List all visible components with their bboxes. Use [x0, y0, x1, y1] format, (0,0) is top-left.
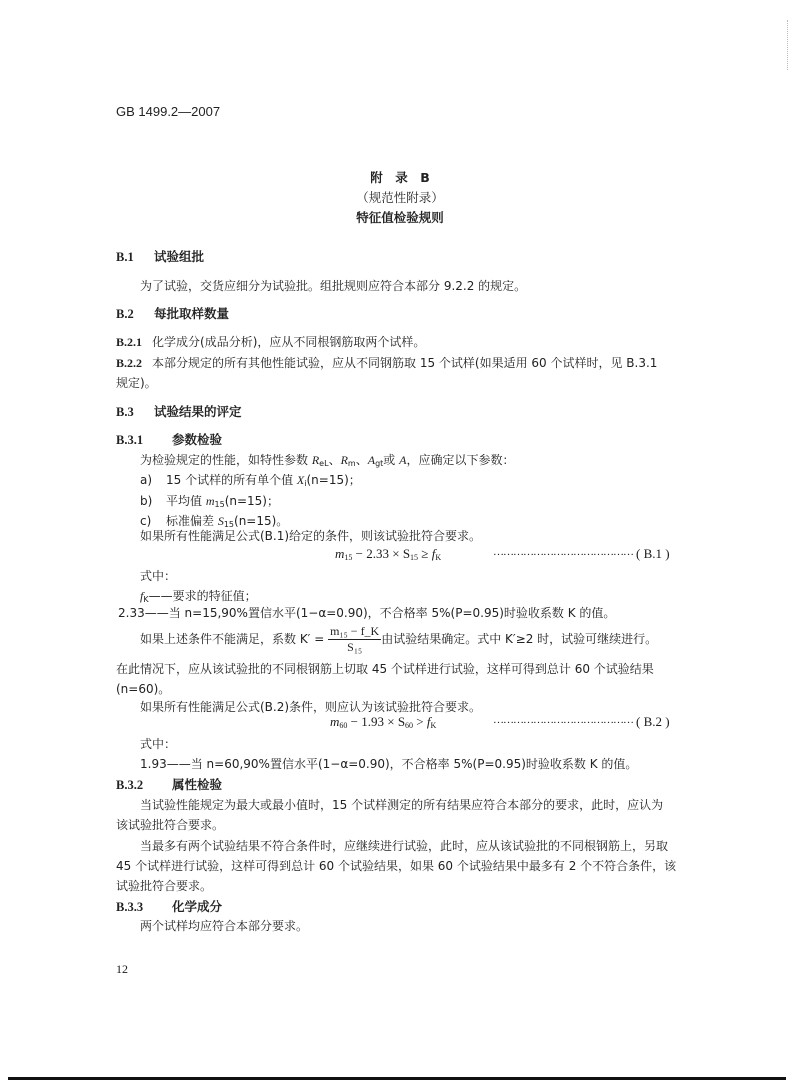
clause-b22	[116, 354, 657, 371]
formula-b1-label: ( B.1 )	[636, 546, 670, 561]
where-label-2: 式中：	[140, 737, 177, 751]
sub: 15	[344, 553, 353, 562]
list-item-a	[140, 471, 361, 488]
sub: K	[143, 595, 149, 604]
def-2-33: 2.33——当 n=15,90%置信水平(1−α=0.90)，不合格率 5%(P=0.95)时验收系数 K 的值。	[118, 606, 616, 620]
b32-p2-line3: 试验批符合要求。	[116, 879, 213, 893]
list-marker: c)	[140, 514, 152, 528]
var: m	[330, 714, 340, 729]
sub: eL	[319, 459, 329, 468]
formula-b1	[335, 546, 441, 562]
clause-number: B.2.2	[116, 356, 143, 370]
text: 由试验结果确定。式中 K′≥2 时，试验可继续进行。	[381, 632, 658, 646]
b33-text: 两个试样均应符合本部分要求。	[140, 919, 309, 933]
sub: K	[435, 553, 442, 562]
text: (n=15)；	[224, 494, 279, 508]
appendix-subtitle: （规范性附录）	[356, 190, 444, 205]
denominator: S₁₅	[347, 640, 363, 654]
text: ，应确定以下参数：	[406, 453, 515, 467]
var: f	[140, 589, 144, 603]
formula-b2	[330, 714, 436, 730]
def-fk	[140, 587, 257, 604]
clause-b21	[116, 333, 425, 350]
section-number: B.2	[116, 307, 134, 321]
standard-number: GB 1499.2—2007	[116, 104, 221, 119]
text: 平均值	[166, 494, 206, 508]
formula-b2-dots: ……………………………………	[493, 714, 633, 726]
var: X	[296, 473, 305, 487]
var: R	[340, 453, 348, 467]
clause-text: 本部分规定的所有其他性能试验，应从不同钢筋取 15 个试样(如果适用 60 个试样时，见 B.3.1	[152, 356, 658, 370]
var: m	[335, 546, 345, 561]
section-title: 每批取样数量	[154, 306, 230, 321]
text: 标准偏差	[166, 514, 218, 528]
clause-text: 化学成分(成品分析)，应从不同根钢筋取两个试样。	[152, 335, 426, 349]
appendix-title: 附 录 B	[370, 170, 430, 185]
k-prime-fraction	[328, 624, 381, 655]
var: R	[311, 453, 320, 467]
text: 、	[328, 453, 341, 467]
clause-b22-cont: 规定)。	[116, 376, 157, 390]
clause-b33-heading	[116, 897, 222, 915]
appendix-name: 特征值检验规则	[356, 210, 444, 225]
sub: 60	[339, 721, 348, 730]
b32-p1-line2: 该试验批符合要求。	[116, 818, 225, 832]
section-title: 试验结果的评定	[154, 404, 242, 419]
sub: 15	[223, 520, 235, 529]
clause-number: B.3.2	[116, 778, 144, 792]
section-b1-heading	[116, 247, 204, 265]
var: S	[217, 514, 224, 528]
def-1-93: 1.93——当 n=60,90%置信水平(1−α=0.90)，不合格率 5%(P=0.95)时验收系数 K 的值。	[140, 757, 638, 771]
b32-p2-line1: 当最多有两个试验结果不符合条件时，应继续进行试验，此时，应从该试验批的不同根钢筋上，另取	[140, 839, 669, 853]
section-b3-heading	[116, 402, 242, 420]
section-b1-text: 为了试验，交货应细分为试验批。组批规则应符合本部分 9.2.2 的规定。	[140, 279, 527, 293]
numerator: m₁₅ − f_K	[330, 624, 380, 638]
clause-b31-heading	[116, 430, 222, 448]
clause-title: 属性检验	[172, 777, 223, 792]
var: A	[399, 453, 407, 467]
clause-number: B.2.1	[116, 335, 143, 349]
var: m	[205, 494, 215, 508]
sub: 15	[214, 500, 225, 509]
k-prime-line	[140, 624, 657, 655]
clause-b32-heading	[116, 775, 222, 793]
where-label-1: 式中：	[140, 569, 177, 583]
op: − 2.33 ×	[352, 546, 403, 561]
sub: 15	[410, 553, 419, 562]
clause-number: B.3.3	[116, 900, 144, 914]
section-number: B.3	[116, 405, 134, 419]
op: >	[413, 714, 427, 729]
var: f	[426, 714, 431, 729]
sub: K	[430, 721, 437, 730]
var: S	[397, 714, 406, 729]
sub: gt	[375, 459, 384, 468]
formula-b1-dots: ……………………………………	[493, 546, 633, 558]
text: 为检验规定的性能，如特性参数	[140, 453, 312, 467]
var: A	[367, 453, 376, 467]
text: 如果上述条件不能满足，系数 K′ =	[140, 632, 329, 646]
text: (n=15)；	[306, 473, 361, 487]
clause-title: 参数检验	[172, 432, 223, 447]
text: 或	[383, 453, 400, 467]
clause-title: 化学成分	[172, 899, 223, 914]
continue-line2: (n=60)。	[116, 682, 171, 696]
section-number: B.1	[116, 250, 134, 264]
list-marker: a)	[140, 473, 153, 487]
scan-artifact	[787, 20, 790, 70]
text: (n=15)。	[234, 514, 289, 528]
op: − 1.93 ×	[347, 714, 398, 729]
page-number: 12	[116, 962, 128, 976]
var: S	[402, 546, 411, 561]
continue-line1: 在此情况下，应从该试验批的不同根钢筋上切取 45 个试样进行试验，这样可得到总计 60 个试验结果	[116, 662, 654, 676]
b32-p1-line1: 当试验性能规定为最大或最小值时，15 个试样测定的所有结果应符合本部分的要求，此时，应认为	[140, 798, 664, 812]
op: ≥	[418, 546, 432, 561]
list-item-b	[140, 492, 279, 509]
text: 、	[355, 453, 368, 467]
condition-b2: 如果所有性能满足公式(B.2)条件，则应认为该试验批符合要求。	[140, 700, 482, 714]
var: f	[431, 546, 436, 561]
sub: i	[304, 479, 307, 488]
formula-b2-label: ( B.2 )	[636, 714, 670, 729]
text: 15 个试样的所有单个值	[166, 473, 297, 487]
list-marker: b)	[140, 494, 153, 508]
b32-p2-line2: 45 个试样进行试验，这样可得到总计 60 个试验结果，如果 60 个试验结果中最多有 2 个不符合条件，该	[116, 859, 677, 873]
section-title: 试验组批	[154, 249, 205, 264]
sub: m	[347, 459, 356, 468]
clause-number: B.3.1	[116, 433, 144, 447]
text: ——要求的特征值；	[148, 589, 257, 603]
condition-b1: 如果所有性能满足公式(B.1)给定的条件，则该试验批符合要求。	[140, 529, 482, 543]
section-b2-heading	[116, 304, 229, 322]
sub: 60	[405, 721, 414, 730]
bottom-rule	[8, 1077, 786, 1080]
b31-intro	[140, 451, 514, 468]
